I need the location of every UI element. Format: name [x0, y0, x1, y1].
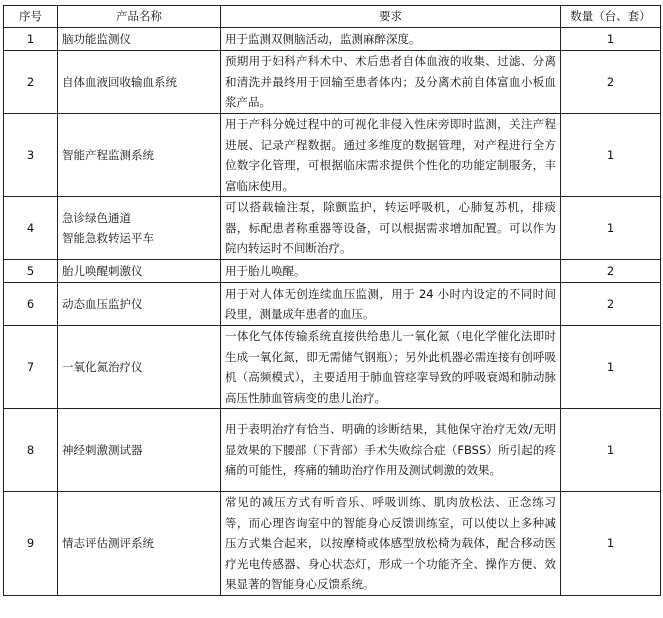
row-quantity: 1 [561, 492, 661, 596]
row-serial-number: 3 [4, 114, 58, 197]
table-row [4, 326, 661, 409]
row-requirement: 预期用于妇科产科术中、术后患者自体血液的收集、过滤、分离和清洗并最终用于回输至患者体内；及分离术前自体富血小板血浆产品。 [221, 51, 561, 114]
row-quantity: 1 [561, 197, 661, 260]
header-quantity: 数量（台、套） [561, 6, 661, 28]
row-quantity: 2 [561, 51, 661, 114]
header-serial-number: 序号 [4, 6, 58, 28]
row-product-name-line: 智能急救转运平车 [62, 231, 154, 245]
row-serial-number: 2 [4, 51, 58, 114]
table-row [4, 283, 661, 326]
row-requirement: 可以搭载输注泵，除颤监护，转运呼吸机，心肺复苏机，排痰器，标配患者称重器等设备，可以根据需求增加配置。可以作为院内转运时不间断治疗。 [221, 197, 561, 260]
row-serial-number: 4 [4, 197, 58, 260]
table-row [4, 492, 661, 596]
row-product-name: 动态血压监护仪 [58, 283, 221, 326]
table-row [4, 51, 661, 114]
row-requirement: 一体化气体传输系统直接供给患儿一氧化氮（电化学催化法即时生成一氧化氮，即无需储气钢瓶）；另外此机器必需连接有创呼吸机（高频模式），主要适用于肺血管痉挛导致的呼吸衰竭和肺动脉高压性肺血管病变的患儿治疗。 [221, 326, 561, 409]
row-product-name: 神经刺激测试器 [58, 409, 221, 492]
row-product-name: 脑功能监测仪 [58, 28, 221, 51]
row-serial-number: 5 [4, 260, 58, 283]
equipment-requirements-table [3, 5, 661, 596]
row-requirement: 用于表明治疗有恰当、明确的诊断结果，其他保守治疗无效/无明显效果的下腰部（下背部）手术失败综合症（FBSS）所引起的疼痛的可能性，疼痛的辅助治疗作用及测试刺激的效果。 [221, 409, 561, 492]
row-quantity: 2 [561, 283, 661, 326]
row-requirement: 用于产科分娩过程中的可视化非侵入性床旁即时监测，关注产程进展、记录产程数据。通过多维度的数据管理，对产程进行全方位数字化管理，可根据临床需求提供个性化的功能定制服务，丰富临床使用。 [221, 114, 561, 197]
table-header-row [4, 6, 661, 28]
row-quantity: 1 [561, 409, 661, 492]
row-product-name [58, 197, 221, 260]
table-row [4, 28, 661, 51]
table-row [4, 409, 661, 492]
row-product-name: 一氧化氮治疗仪 [58, 326, 221, 409]
row-quantity: 1 [561, 28, 661, 51]
row-serial-number: 1 [4, 28, 58, 51]
row-product-name: 自体血液回收输血系统 [58, 51, 221, 114]
table-row [4, 260, 661, 283]
row-requirement: 用于监测双侧脑活动，监测麻醉深度。 [221, 28, 561, 51]
row-requirement: 用于胎儿唤醒。 [221, 260, 561, 283]
row-product-name: 情志评估测评系统 [58, 492, 221, 596]
row-serial-number: 6 [4, 283, 58, 326]
row-product-name-line: 急诊绿色通道 [62, 210, 131, 225]
row-quantity: 2 [561, 260, 661, 283]
header-product-name: 产品名称 [58, 6, 221, 28]
row-serial-number: 9 [4, 492, 58, 596]
header-requirement: 要求 [221, 6, 561, 28]
row-quantity: 1 [561, 326, 661, 409]
row-requirement: 用于对人体无创连续血压监测，用于 24 小时内设定的不同时间段里，测量成年患者的血压。 [221, 283, 561, 326]
row-quantity: 1 [561, 114, 661, 197]
table-row [4, 197, 661, 260]
procurement-document [3, 5, 660, 596]
table-row [4, 114, 661, 197]
row-serial-number: 7 [4, 326, 58, 409]
row-requirement: 常见的减压方式有听音乐、呼吸训练、肌肉放松法、正念练习等，而心理咨询室中的智能身心反馈训练室，可以使以上多种减压方式集合起来，以按摩椅或体感型放松椅为载体，配合移动医疗光电传感器、身心状态灯，形成一个功能齐全、操作方便、效果显著的智能身心反馈系统。 [221, 492, 561, 596]
row-product-name: 胎儿唤醒刺激仪 [58, 260, 221, 283]
row-product-name: 智能产程监测系统 [58, 114, 221, 197]
row-serial-number: 8 [4, 409, 58, 492]
